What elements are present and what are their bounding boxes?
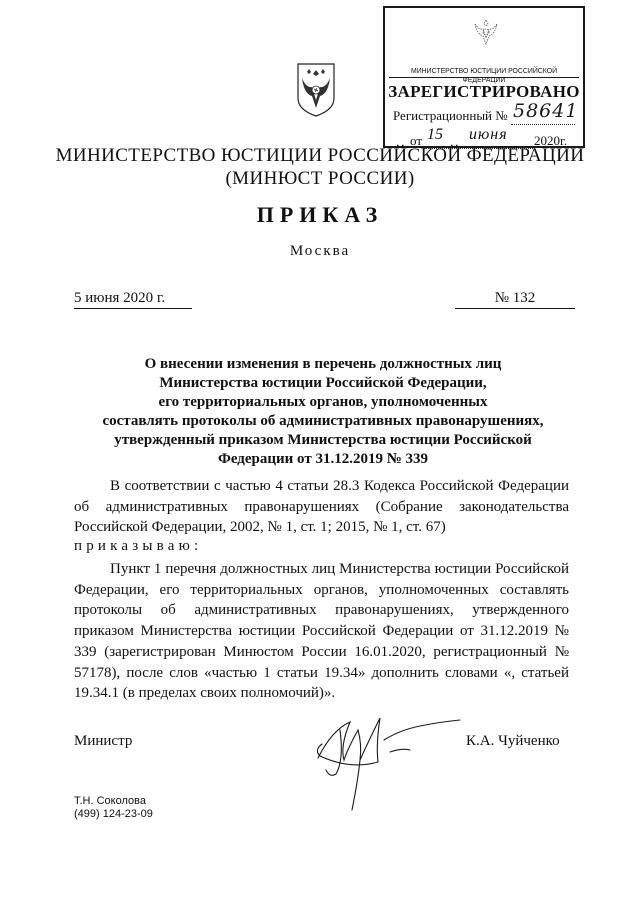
executor-name: Т.Н. Соколова <box>74 795 146 807</box>
coat-of-arms-icon <box>290 60 342 118</box>
registration-stamp <box>383 6 585 148</box>
stamp-date-year: 2020г. <box>534 133 568 148</box>
order-paragraph: Пункт 1 перечня должностных лиц Министерства юстиции Российской Федерации, его территориальных органов, уполномоченных составлять протоколы об административных правонарушениях, утвержденного приказом Министерства юстиции Российской Федерации от 31.12.2019 № 339 (зарегистрирован Минюстом России 16.01.2020, регистрационный № 57178), после слов «частью 1 статьи 19.34» дополнить словами «, статьей 19.34.1 (в пределах своих полномочий)». <box>74 561 569 702</box>
signer-title: Министр <box>74 733 133 749</box>
title-line: Министерства юстиции Российской Федерации, <box>159 375 487 391</box>
document-title <box>74 355 572 469</box>
stamp-date-month: июня <box>469 126 508 143</box>
stamp-reg-number: 58641 <box>513 100 579 122</box>
title-line: утвержденный приказом Министерства юстиции Российской <box>114 432 532 448</box>
stamp-eagle-icon <box>471 14 501 48</box>
title-line: его территориальных органов, уполномоченных <box>158 394 488 410</box>
document-city: Москва <box>289 243 351 259</box>
stamp-reg-underline <box>511 124 575 125</box>
document-number: № 132 <box>455 290 575 309</box>
stamp-date-prefix: от <box>410 133 423 148</box>
ministry-name: МИНИСТЕРСТВО ЮСТИЦИИ РОССИЙСКОЙ ФЕДЕРАЦИИ <box>55 145 585 166</box>
title-line: О внесении изменения в перечень должностных лиц <box>144 356 502 372</box>
stamp-reg-label: Регистрационный № <box>393 108 508 123</box>
executor-phone: (499) 124-23-09 <box>74 808 153 820</box>
title-line: Федерации от 31.12.2019 № 339 <box>217 451 429 467</box>
order-word: приказываю: <box>74 538 203 554</box>
handwritten-signature <box>310 700 480 820</box>
document-type: ПРИКАЗ <box>256 202 384 227</box>
stamp-date-day: 15 <box>427 126 443 143</box>
ministry-short-name: (МИНЮСТ РОССИИ) <box>225 168 415 189</box>
preamble-paragraph: В соответствии с частью 4 статьи 28.3 Кодекса Российской Федерации об административных правонарушениях (Собрание законодательства Российской Федерации, 2002, № 1, ст. 1; 2015, № 1, ст. 67) <box>74 478 569 536</box>
stamp-title: ЗАРЕГИСТРИРОВАНО <box>388 82 580 101</box>
title-line: составлять протоколы об административных правонарушениях, <box>102 413 544 429</box>
stamp-ministry-name: МИНИСТЕРСТВО ЮСТИЦИИ РОССИЙСКОЙ ФЕДЕРАЦИИ <box>410 66 558 84</box>
document-date: 5 июня 2020 г. <box>74 290 192 309</box>
signer-name: К.А. Чуйченко <box>466 733 560 749</box>
stamp-divider <box>389 77 579 78</box>
ministry-header <box>0 144 640 190</box>
